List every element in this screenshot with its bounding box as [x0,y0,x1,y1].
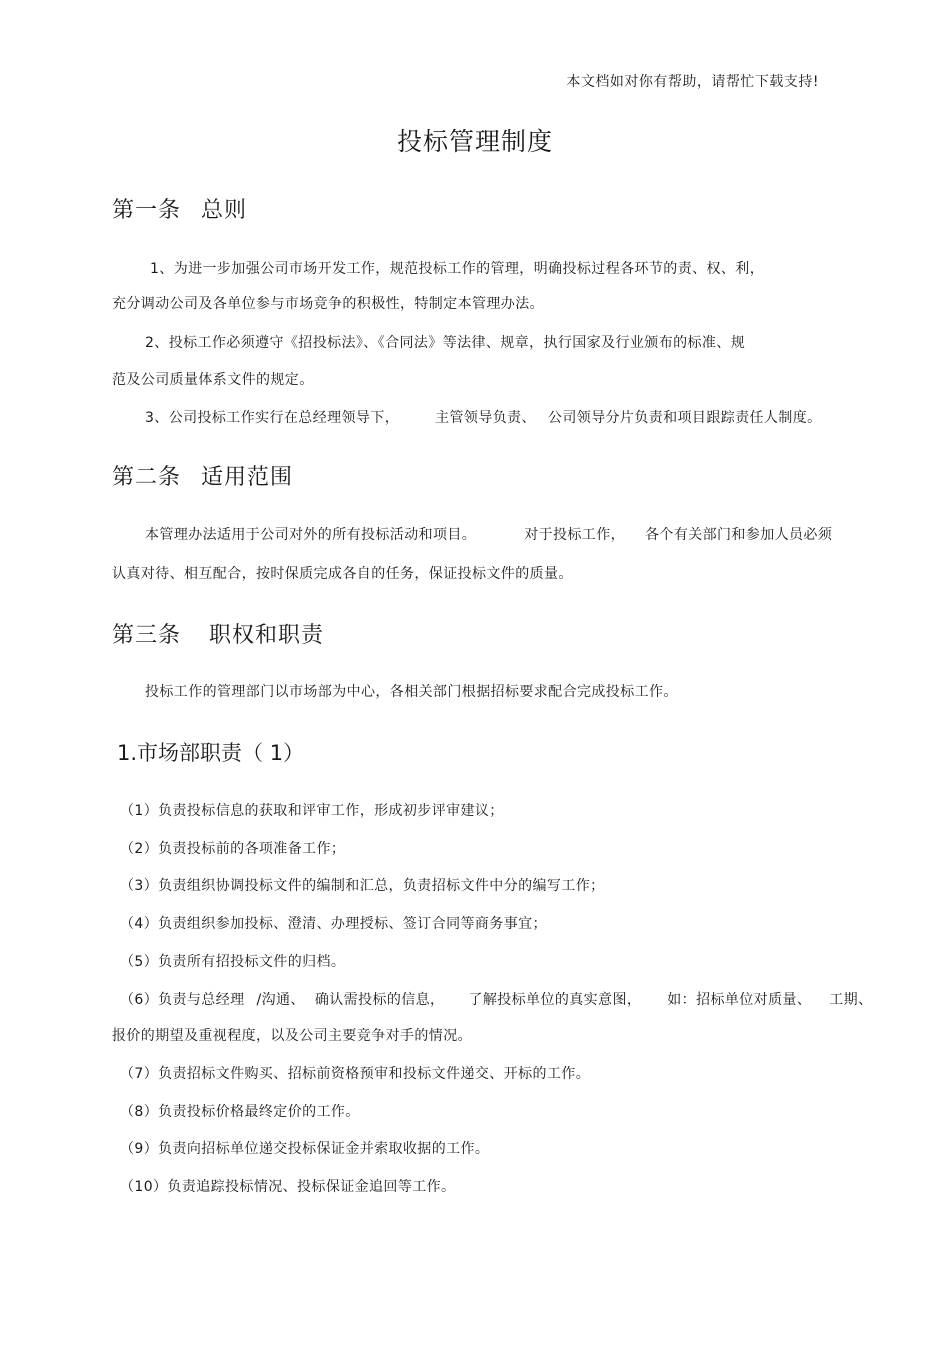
list-item: （9）负责向招标单位递交投标保证金并索取收据的工作。 [120,1141,490,1157]
paragraph: 充分调动公司及各单位参与市场竞争的积极性，特制定本管理办法。 [112,296,544,312]
paragraph: 投标工作的管理部门以市场部为中心，各相关部门根据招标要求配合完成投标工作。 [145,684,678,700]
section-number: 第一条 [112,198,182,223]
paragraph [145,524,832,544]
subheading: 1.市场部职责（ 1） [117,741,305,765]
text-run: 主管领导负责、 [435,410,536,426]
list-item: 报价的期望及重视程度，以及公司主要竞争对手的情况。 [112,1028,472,1044]
page-title: 投标管理制度 [396,127,553,156]
list-item: （5）负责所有招投标文件的归档。 [120,954,346,970]
section-heading-2 [112,460,293,491]
paragraph: 1、为进一步加强公司市场开发工作，规范投标工作的管理，明确投标过程各环节的责、权、利， [150,261,765,277]
text-run: /沟通、 [256,992,305,1008]
section-name: 总则 [201,198,248,223]
list-item: （8）负责投标价格最终定价的工作。 [120,1104,360,1120]
list-item [120,989,872,1009]
list-item: （3）负责组织协调投标文件的编制和汇总，负责招标文件中分的编写工作； [120,878,605,894]
section-name: 适用范围 [201,465,294,490]
text-run: 工期、 [829,992,873,1008]
text-run: 确认需投标的信息， [314,992,445,1008]
text-run: 公司领导分片负责和项目跟踪责任人制度。 [547,410,822,426]
list-item: （10）负责追踪投标情况、投标保证金追回等工作。 [120,1179,456,1195]
text-run: 3、公司投标工作实行在总经理领导下， [145,410,400,426]
list-item: （4）负责组织参加投标、澄清、办理授标、签订合同等商务事宜； [120,916,547,932]
text-run: 如：招标单位对质量、 [667,992,812,1008]
list-item: （7）负责招标文件购买、招标前资格预审和投标文件递交、开标的工作。 [120,1066,591,1082]
header-note: 本文档如对你有帮助，请帮忙下载支持! [566,74,819,90]
paragraph: 2、投标工作必须遵守《招投标法》、《合同法》等法律、规章，执行国家及行业颁布的标准、规 [145,335,746,351]
text-run: （6）负责与总经理 [120,992,245,1008]
list-item: （1）负责投标信息的获取和评审工作，形成初步评审建议； [120,803,504,819]
list-item: （2）负责投标前的各项准备工作； [120,841,346,857]
paragraph: 范及公司质量体系文件的规定。 [112,372,314,388]
text-run: 了解投标单位的真实意图， [468,992,642,1008]
text-run: 对于投标工作， [524,527,626,543]
section-name: 职权和职责 [209,623,325,648]
section-number: 第二条 [112,465,182,490]
text-run: 本管理办法适用于公司对外的所有投标活动和项目。 [145,527,477,543]
section-heading-1 [112,193,247,224]
section-number: 第三条 [112,623,182,648]
paragraph: 认真对待、相互配合，按时保质完成各自的任务，保证投标文件的质量。 [112,566,573,582]
paragraph [145,407,822,427]
section-heading-3 [112,618,324,649]
text-run: 各个有关部门和参加人员必须 [645,527,833,543]
